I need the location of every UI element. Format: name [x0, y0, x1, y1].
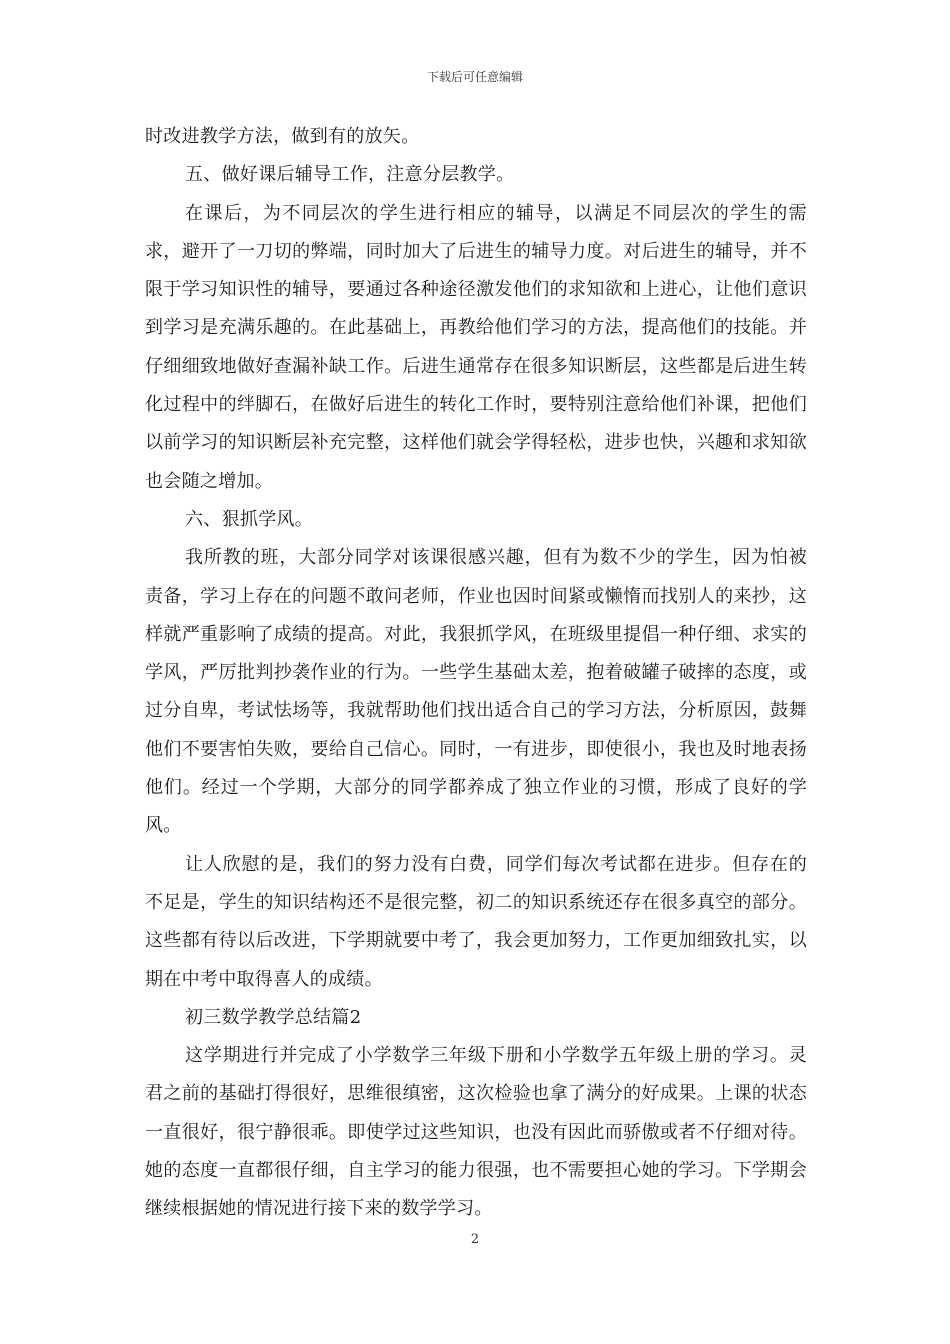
- paragraph: 这学期进行并完成了小学数学三年级下册和小学数学五年级上册的学习。灵君之前的基础打得很好，思维很缜密，这次检验也拿了满分的好成果。上课的状态一直很好，很宁静很乖。即使学过这些知识，也没有因此而骄傲或者不仔细对待。她的态度一直都很仔细，自主学习的能力很强，也不需要担心她的学习。下学期会继续根据她的情况进行接下来的数学学习。: [145, 1045, 807, 1220]
- paragraph: 让人欣慰的是，我们的努力没有白费，同学们每次考试都在进步。但存在的不足是，学生的知识结构还不是很完整，初二的知识系统还存在很多真空的部分。这些都有待以后改进，下学期就要中考了，我会更加努力，工作更加细致扎实，以期在中考中取得喜人的成绩。: [145, 853, 807, 990]
- article-title: 初三数学教学总结篇2: [185, 1006, 362, 1028]
- document-body: [145, 118, 807, 1229]
- section-heading: 六、狠抓学风。: [185, 508, 314, 530]
- page-number: 2: [470, 1232, 480, 1247]
- paragraph: 我所教的班，大部分同学对该课很感兴趣，但有为数不少的学生，因为怕被责备，学习上存在的问题不敢问老师，作业也因时间紧或懒惰而找别人的来抄，这样就严重影响了成绩的提高。对此，我狠抓学风，在班级里提倡一种仔细、求实的学风，严厉批判抄袭作业的行为。一些学生基础太差，抱着破罐子破摔的态度，或过分自卑，考试怯场等，我就帮助他们找出适合自己的学习方法，分析原因，鼓舞他们不要害怕失败，要给自己信心。同时，一有进步，即使很小，我也及时地表扬他们。经过一个学期，大部分的同学都养成了独立作业的习惯，形成了良好的学风。: [145, 547, 807, 837]
- paragraph: 在课后，为不同层次的学生进行相应的辅导，以满足不同层次的学生的需求，避开了一刀切的弊端，同时加大了后进生的辅导力度。对后进生的辅导，并不限于学习知识性的辅导，要通过各种途径激发他们的求知欲和上进心，让他们意识到学习是充满乐趣的。在此基础上，再教给他们学习的方法，提高他们的技能。并仔细细致地做好查漏补缺工作。后进生通常存在很多知识断层，这些都是后进生转化过程中的绊脚石，在做好后进生的转化工作时，要特别注意给他们补课，把他们以前学习的知识断层补充完整，这样他们就会学得轻松，进步也快，兴趣和求知欲也会随之增加。: [145, 202, 807, 492]
- page-header: 下载后可任意编辑: [426, 70, 523, 84]
- section-heading: 五、做好课后辅导工作，注意分层教学。: [185, 164, 515, 186]
- paragraph: 时改进教学方法，做到有的放矢。: [145, 126, 420, 147]
